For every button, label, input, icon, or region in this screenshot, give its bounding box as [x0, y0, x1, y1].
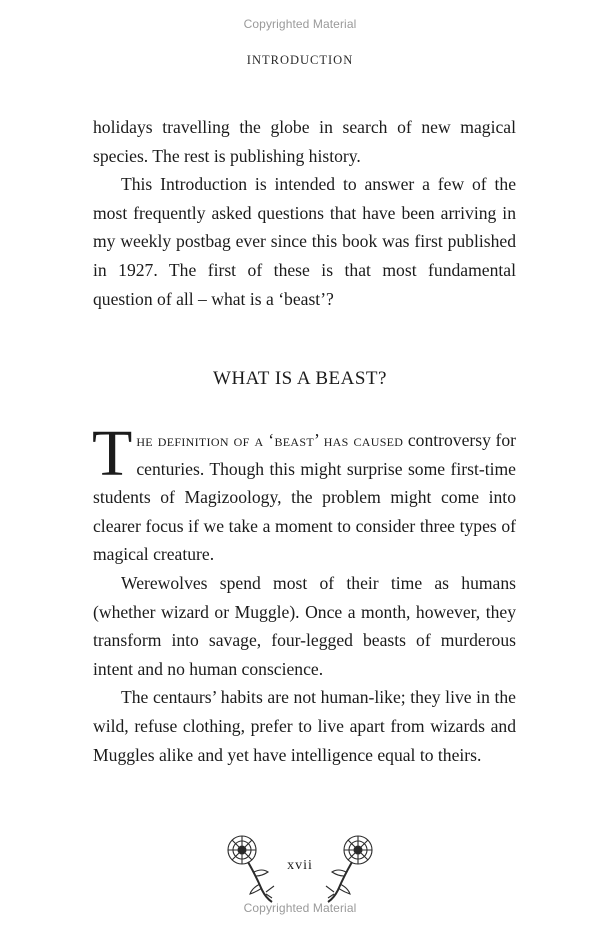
- paragraph-opening: [92, 417, 516, 569]
- text-block-section: [92, 417, 516, 769]
- watermark-bottom: Copyrighted Material: [243, 901, 357, 915]
- paragraph-werewolves: Werewolves spend most of their time as humans (whether wizard or Muggle). Once a month, however, they transform into savage, four-legged beasts of murderous intent and no human conscience.: [93, 572, 516, 679]
- page-number: xvii: [287, 858, 313, 873]
- text-block-top: [93, 113, 516, 313]
- floral-ornament-right-icon: [318, 832, 378, 904]
- section-heading: WHAT IS A BEAST?: [213, 368, 387, 389]
- drop-cap: T: [92, 417, 133, 490]
- paragraph-opening-rest: controversy for centuries. Though this might surprise some first-time students of Magizoology, the problem might come into clearer focus if we take a moment to consider three types of magical creature.: [93, 430, 516, 565]
- paragraph-continued: holidays travelling the globe in search of new magical species. The rest is publishing history.: [93, 117, 516, 166]
- watermark-top: Copyrighted Material: [243, 17, 357, 31]
- running-head: INTRODUCTION: [246, 53, 354, 67]
- paragraph-introduction: This Introduction is intended to answer a few of the most frequently asked questions that have been arriving in my weekly postbag ever since this book was first published in 1927. The first of these is that most fundamental question of all – what is a ‘beast’?: [93, 174, 516, 309]
- paragraph-centaurs: The centaurs’ habits are not human-like; they live in the wild, refuse clothing, prefer to live apart from wizards and Muggles alike and yet have intelligence equal to theirs.: [93, 687, 516, 765]
- small-caps-lead-in: he definition of a ‘beast’ has caused: [136, 430, 404, 450]
